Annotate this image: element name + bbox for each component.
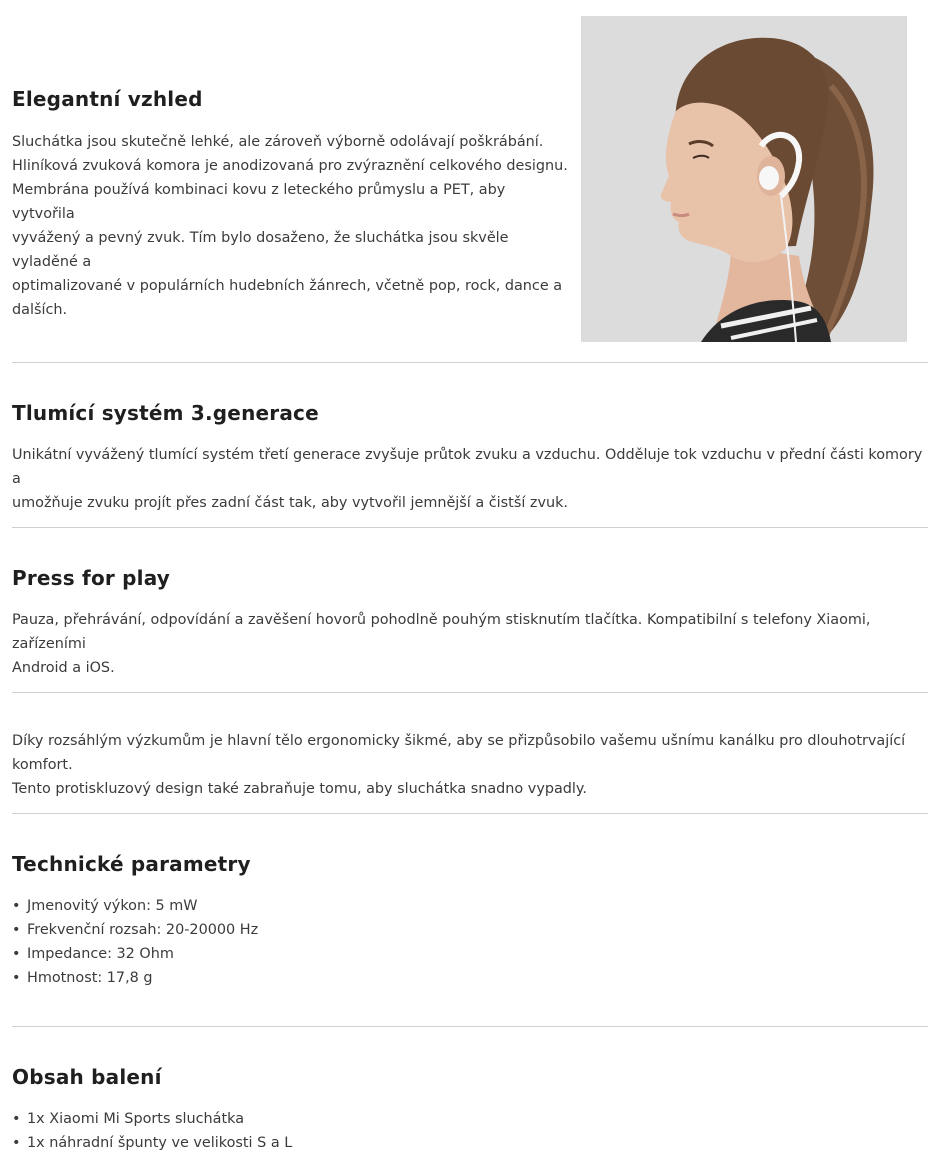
section-divider bbox=[12, 362, 928, 363]
section-design bbox=[12, 86, 928, 112]
bullet-icon: • bbox=[12, 1111, 21, 1127]
paragraph-line: Android a iOS. bbox=[12, 660, 115, 676]
list-item: • Impedance: 32 Ohm bbox=[12, 942, 928, 966]
list-item: • Jmenovitý výkon: 5 mW bbox=[12, 894, 928, 918]
bullet-icon: • bbox=[12, 946, 21, 962]
section-ergonomic-body bbox=[12, 729, 928, 801]
section-divider bbox=[12, 1026, 928, 1027]
list-item: • 1x Xiaomi Mi Sports sluchátka bbox=[12, 1107, 928, 1131]
section-damping-body bbox=[12, 443, 928, 515]
section-package bbox=[12, 1064, 928, 1090]
section-damping bbox=[12, 400, 928, 426]
paragraph-line: Membrána používá kombinaci kovu z leteckého průmyslu a PET, aby vytvořila bbox=[12, 182, 506, 222]
bullet-icon: • bbox=[12, 898, 21, 914]
bullet-icon: • bbox=[12, 1135, 21, 1151]
paragraph-line: umožňuje zvuku projít přes zadní část tak, aby vytvořil jemnější a čistší zvuk. bbox=[12, 495, 568, 511]
section-divider bbox=[12, 813, 928, 814]
paragraph-line: vyvážený a pevný zvuk. Tím bylo dosaženo, že sluchátka jsou skvěle vyladěné a bbox=[12, 230, 509, 270]
paragraph-line: Díky rozsáhlým výzkumům je hlavní tělo ergonomicky šikmé, aby se přizpůsobilo vašemu ušnímu kanálku pro dlouhotrvající komfort. bbox=[12, 733, 906, 773]
bullet-icon: • bbox=[12, 922, 21, 938]
paragraph-line: Sluchátka jsou skutečně lehké, ale zároveň výborně odolávají poškrábání. bbox=[12, 134, 544, 150]
package-list bbox=[12, 1107, 928, 1155]
product-photo bbox=[581, 16, 907, 342]
bullet-icon: • bbox=[12, 970, 21, 986]
paragraph-line: Hliníková zvuková komora je anodizovaná pro zvýraznění celkového designu. bbox=[12, 158, 568, 174]
section-press bbox=[12, 565, 928, 591]
paragraph-line: dalších. bbox=[12, 302, 68, 318]
list-item: • 1x náhradní špunty ve velikosti S a L bbox=[12, 1131, 928, 1155]
specs-list-wrapper bbox=[12, 894, 928, 990]
specs-list bbox=[12, 894, 928, 990]
paragraph-line: Pauza, přehrávání, odpovídání a zavěšení hovorů pohodlně pouhým stisknutím tlačítka. Kompatibilní s telefony Xiaomi, zařízeními bbox=[12, 612, 871, 652]
paragraph-line: optimalizované v populárních hudebních žánrech, včetně pop, rock, dance a bbox=[12, 278, 563, 294]
section-divider bbox=[12, 527, 928, 528]
section-title: Technické parametry bbox=[12, 852, 251, 876]
section-divider bbox=[12, 692, 928, 693]
section-title: Obsah balení bbox=[12, 1065, 162, 1089]
woman-with-earphones-image bbox=[581, 16, 907, 342]
section-design-body bbox=[12, 130, 572, 322]
list-item: • Hmotnost: 17,8 g bbox=[12, 966, 928, 990]
section-title: Elegantní vzhled bbox=[12, 87, 203, 111]
paragraph-line: Unikátní vyvážený tlumící systém třetí generace zvyšuje průtok zvuku a vzduchu. Odděluje tok vzduchu v přední části komory a bbox=[12, 447, 923, 487]
section-press-body bbox=[12, 608, 928, 680]
section-specs bbox=[12, 851, 928, 877]
section-title: Tlumící systém 3.generace bbox=[12, 401, 319, 425]
list-item: • Frekvenční rozsah: 20-20000 Hz bbox=[12, 918, 928, 942]
paragraph-line: Tento protiskluzový design také zabraňuje tomu, aby sluchátka snadno vypadly. bbox=[12, 781, 587, 797]
package-list-wrapper bbox=[12, 1107, 928, 1155]
section-title: Press for play bbox=[12, 566, 171, 590]
